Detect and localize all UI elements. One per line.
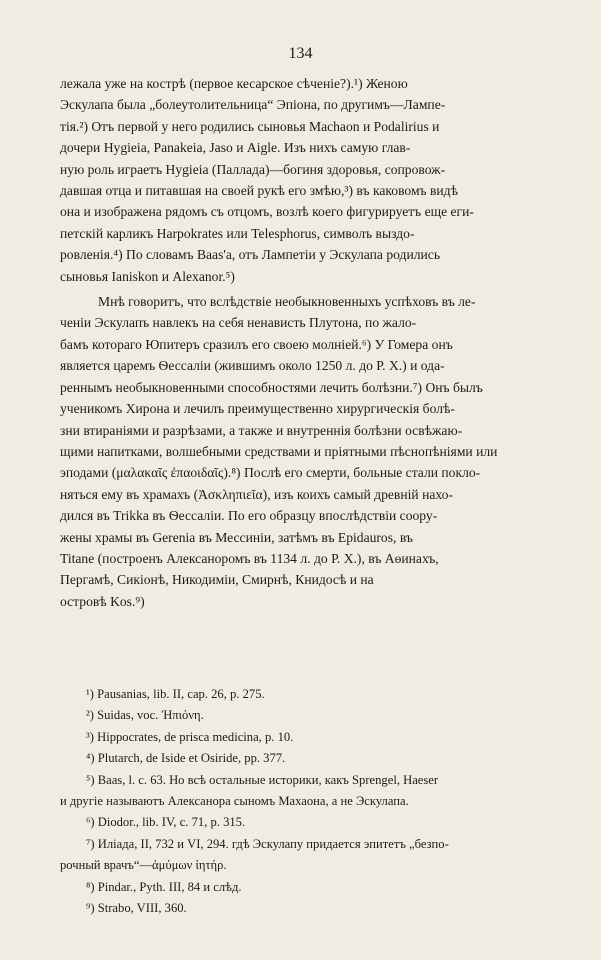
footnote-1: ¹) Pausanias, lib. II, cap. 26, p. 275.	[86, 687, 265, 701]
text-line: ченіи Эскулапъ навлекъ на себя ненависть Плутона, по жало-	[60, 315, 417, 331]
footnote-4: ⁴) Plutarch, de Iside et Osiride, pp. 377.	[86, 751, 286, 766]
text-line: Эскулапа была „болеутолительница“ Эпіона, по другимъ—Лампе-	[60, 97, 446, 113]
text-line: Мнѣ говоритъ, что вслѣдствіе необыкновенныхъ успѣховъ въ ле-	[98, 294, 476, 310]
text-line: является царемъ Ѳессаліи (жившимъ около 1250 л. до Р. Х.) и ода-	[60, 358, 445, 374]
text-line: ученикомъ Хирона и лечилъ преимущественно хирургическія болѣ-	[60, 401, 455, 417]
text-line: тія.²) Отъ первой у него родились сыновья Machaon и Podalirius и	[60, 118, 440, 134]
text-line: петскій карликъ Harpokrates или Telesphorus, символъ выздо-	[60, 225, 415, 241]
text-line: сыновья Ianiskon и Alexanor.⁵)	[60, 268, 235, 284]
footnote-8: ⁸) Pindar., Pyth. III, 84 и слѣд.	[86, 879, 242, 894]
text-line: Titane (построенъ Алексаноромъ въ 1134 л. до Р. Х.), въ Аѳинахъ,	[60, 550, 439, 566]
text-line: ровленія.⁴) По словамъ Baas'а, отъ Лампетіи у Эскулапа родились	[60, 247, 441, 263]
footnote-5-continuation: и другіе называютъ Алексанора сыномъ Махаона, а не Эскулапа.	[60, 794, 409, 809]
text-line: эподами (μαλακαῖς ἐπαοιδαῖς).⁸) Послѣ его смерти, больные стали покло-	[60, 465, 481, 481]
footnote-5: ⁵) Baas, l. c. 63. Но всѣ остальные историки, какъ Sprengel, Haeser	[86, 772, 439, 787]
text-line: островѣ Kos.⁹)	[60, 593, 145, 609]
text-line: бамъ котораго Юпитеръ сразилъ его своею молніей.⁶) У Гомера онъ	[60, 336, 453, 352]
footnote-7-continuation: рочный врачъ“—ἀμύμων ἰητήρ.	[60, 858, 227, 873]
text-line: Пергамѣ, Сикіонѣ, Никодиміи, Смирнѣ, Книдосѣ и на	[60, 572, 374, 588]
paragraph-2	[60, 291, 570, 612]
text-line: ную роль играетъ Hygieia (Паллада)—богиня здоровья, сопровож-	[60, 161, 446, 177]
text-line: она и изображена рядомъ съ отцомъ, возлѣ коего фигурируетъ еще еги-	[60, 204, 474, 220]
footnotes	[60, 684, 570, 919]
footnote-9: ⁹) Strabo, VIII, 360.	[86, 901, 187, 916]
text-line: реннымъ необыкновенными способностями лечить болѣзни.⁷) Онъ былъ	[60, 379, 483, 395]
paragraph-1	[60, 73, 570, 287]
text-line: щими напитками, волшебными средствами и пріятными пѣснопѣніями или	[60, 443, 498, 459]
footnote-7: ⁷) Иліада, II, 732 и VI, 294. гдѣ Эскулапу придается эпитетъ „безпо-	[86, 836, 449, 851]
text-line: дился въ Trikka въ Ѳессаліи. По его образцу впослѣдствіи соору-	[60, 508, 438, 524]
body-text	[60, 73, 570, 612]
text-line: зни втираніями и разрѣзами, а также и внутреннія болѣзни освѣжаю-	[60, 422, 463, 438]
text-line: жены храмы въ Gerenia въ Мессиніи, затѣмъ въ Epidauros, въ	[60, 529, 413, 545]
footnote-2: ²) Suidas, voc. Ἠπιόνη.	[86, 708, 204, 723]
text-line: дочери Hygieia, Panakeia, Jaso и Aigle. Изъ нихъ самую глав-	[60, 140, 411, 156]
footnote-3: ³) Hippocrates, de prisca medicina, p. 10.	[86, 729, 294, 744]
footnote-6: ⁶) Diodor., lib. IV, c. 71, p. 315.	[86, 815, 246, 830]
text-line: давшая отца и питавшая на своей рукѣ его змѣю,³) въ каковомъ видѣ	[60, 183, 458, 199]
text-line: няться ему въ храмахъ (Ἀσκληπιεῖα), изъ коихъ самый древній нахо-	[60, 486, 453, 502]
page-number: 134	[288, 45, 313, 62]
text-line: лежала уже на кострѣ (первое кесарское сѣченіе?).¹) Женою	[60, 76, 408, 91]
